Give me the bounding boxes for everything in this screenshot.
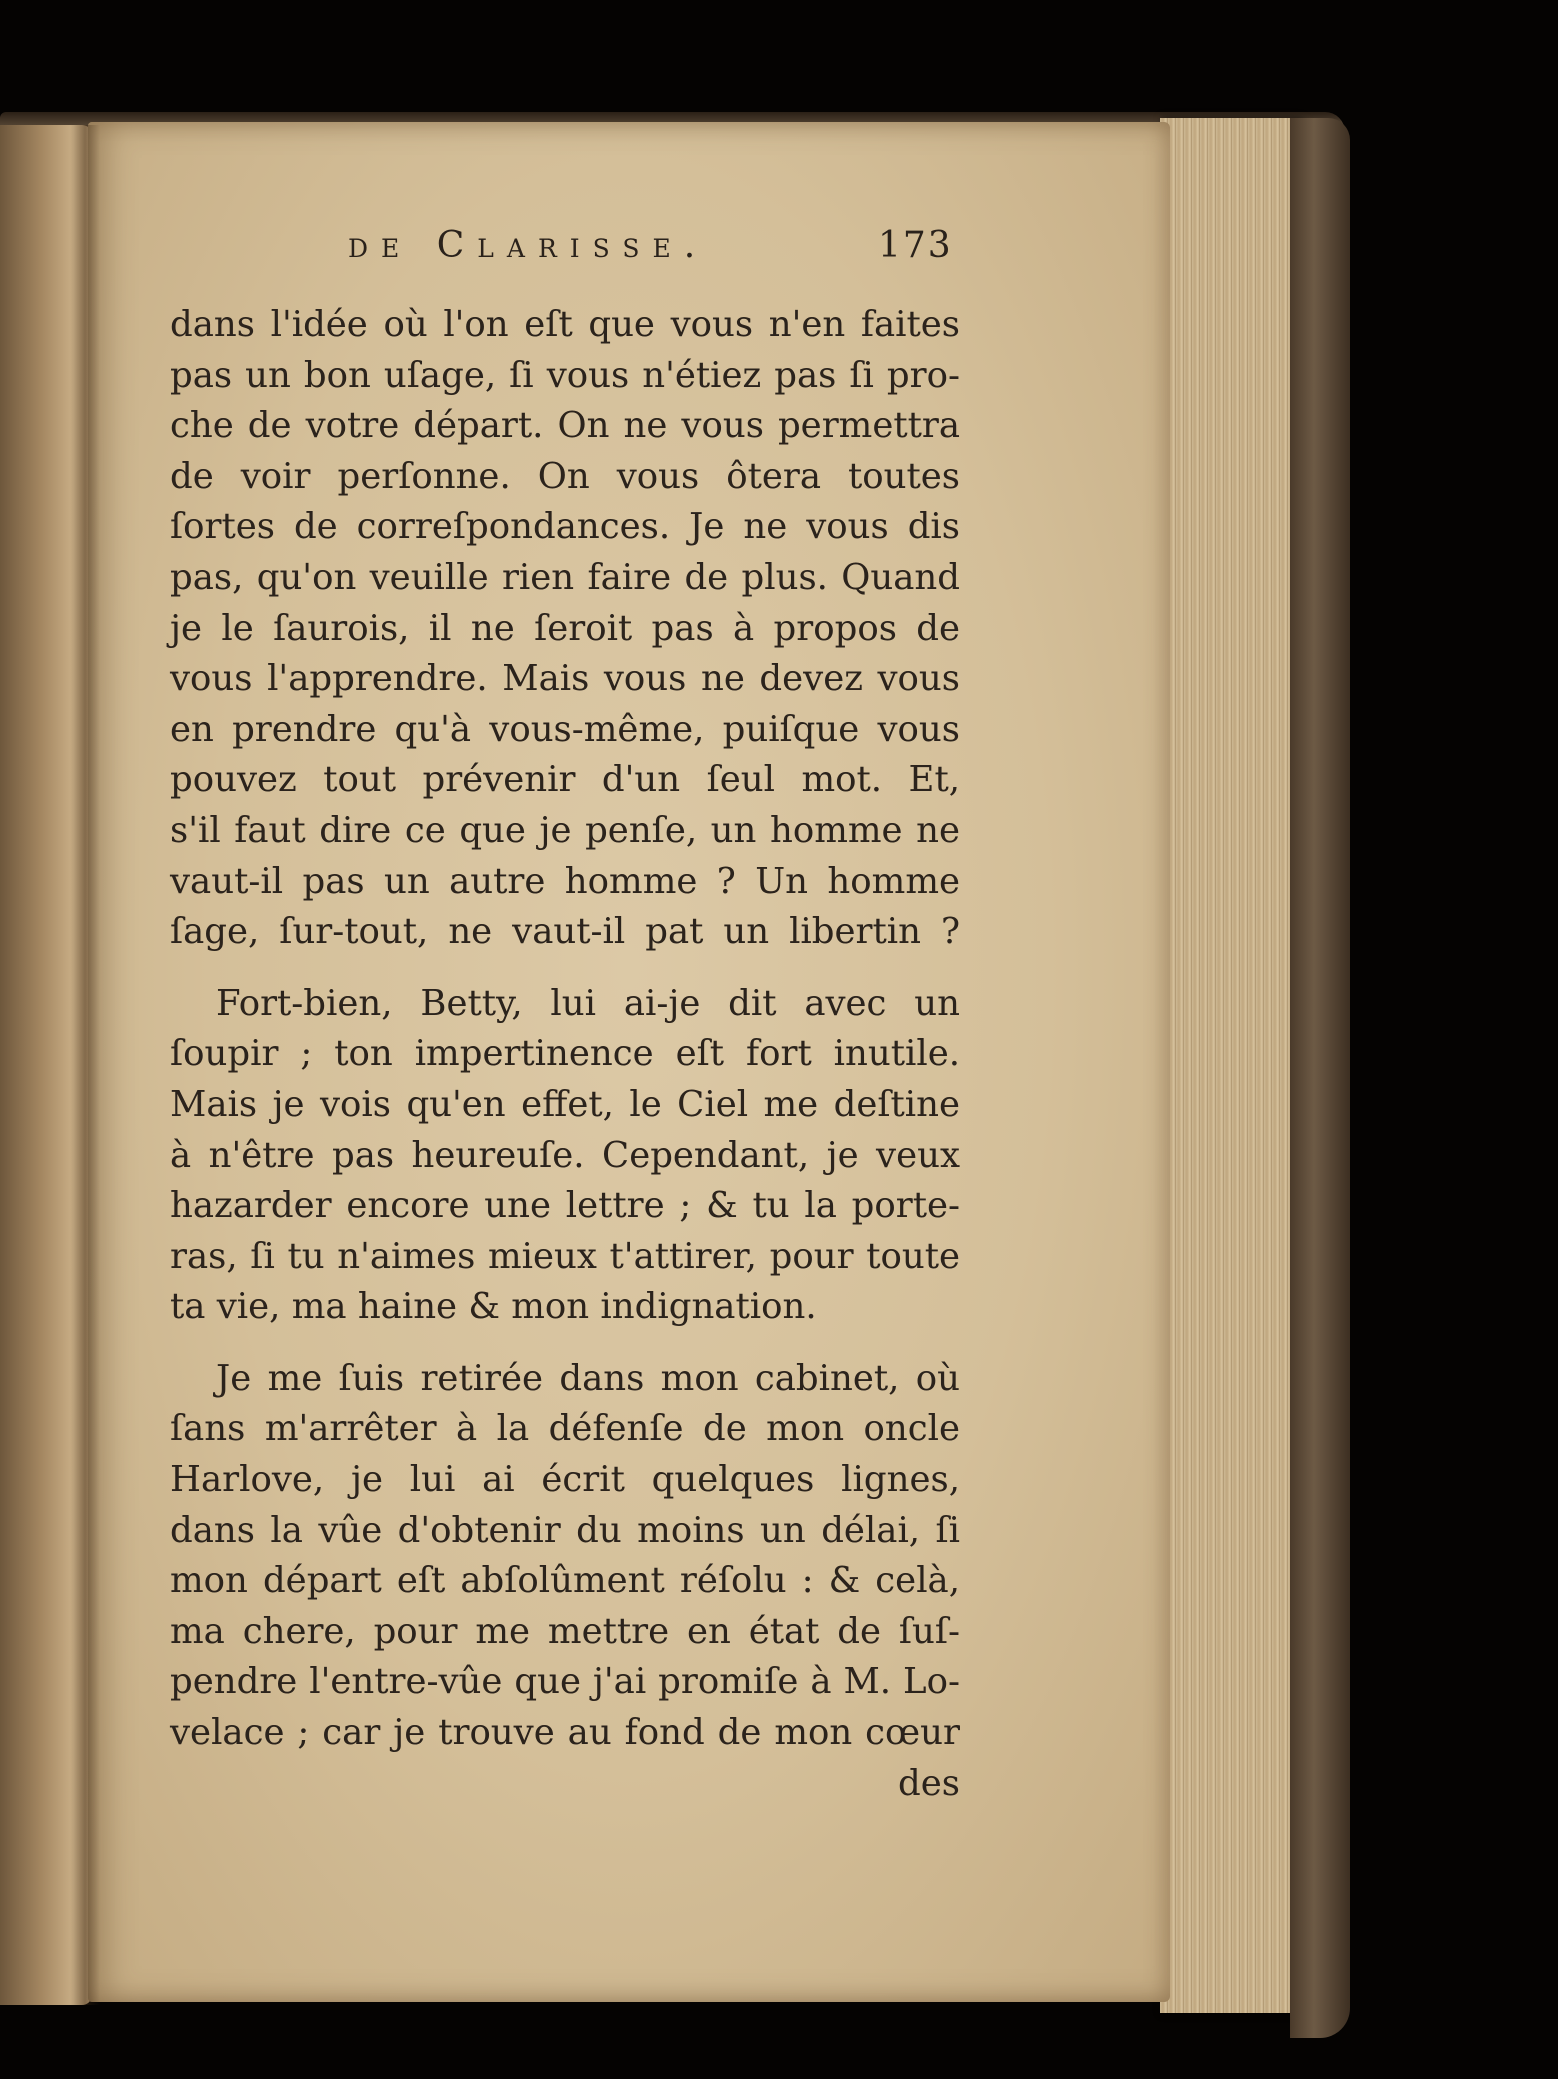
text-line: de voir perſonne. On vous ôtera toutes [170, 455, 960, 497]
text-line: Harlove, je lui ai écrit quelques lignes, [170, 1459, 960, 1501]
text-line: s'il faut dire ce que je penſe, un homme ne [170, 809, 960, 851]
page-number: 173 [878, 225, 953, 266]
text-line: ſoupir ; ton impertinence eſt fort inutile. [170, 1033, 960, 1075]
text-line: ſortes de correſpondances. Je ne vous dis [170, 506, 960, 548]
text-line: velace ; car je trouve au fond de mon cœur [170, 1712, 960, 1754]
text-line: pendre l'entre-vûe que j'ai promiſe à M. Lo- [170, 1661, 960, 1703]
text-line: ſage, ſur-tout, ne vaut-il pat un libertin ? [170, 911, 960, 953]
paragraph-gap [170, 958, 960, 979]
text-line: che de votre départ. On ne vous permettra [170, 405, 960, 447]
text-line: ſans m'arrêter à la défenſe de mon oncle [170, 1408, 960, 1450]
text-line: je le ſaurois, il ne ſeroit pas à propos de [170, 607, 960, 649]
running-head [348, 225, 988, 285]
text-line: pas un bon uſage, ſi vous n'étiez pas ſi pro- [170, 354, 960, 396]
text-line: à n'être pas heureuſe. Cependant, je veux [170, 1134, 960, 1176]
text-line: pouvez tout prévenir d'un ſeul mot. Et, [170, 759, 960, 801]
text-line: hazarder encore une lettre ; & tu la porte- [170, 1185, 960, 1227]
text-line: ta vie, ma haine & mon indignation. [170, 1286, 817, 1328]
paragraph-gap [170, 1333, 960, 1354]
text-line: vaut-il pas un autre homme ? Un homme [170, 860, 960, 902]
text-line: pas, qu'on veuille rien faire de plus. Quand [170, 556, 960, 598]
text-line: Fort-bien, Betty, lui ai-je dit avec un [216, 982, 960, 1024]
text-line: Mais je vois qu'en effet, le Ciel me deſtine [170, 1083, 960, 1125]
text-line: en prendre qu'à vous-même, puiſque vous [170, 708, 960, 750]
text-line: vous l'apprendre. Mais vous ne devez vous [170, 658, 960, 700]
text-line: Je me ſuis retirée dans mon cabinet, où [216, 1357, 960, 1399]
text-line: ras, ſi tu n'aimes mieux t'attirer, pour toute [170, 1235, 960, 1277]
page-edges [1160, 118, 1305, 2013]
page-body [170, 300, 960, 1809]
gutter-shadow [70, 125, 100, 2005]
running-title: de Clarisse. [348, 225, 709, 266]
text-line: dans la vûe d'obtenir du moins un délai, ſi [170, 1509, 960, 1551]
back-cover [1290, 118, 1350, 2038]
text-line: ma chere, pour me mettre en état de ſuſ- [170, 1610, 960, 1652]
text-line: mon départ eſt abſolûment réſolu : & celà, [170, 1560, 960, 1602]
text-line: dans l'idée où l'on eſt que vous n'en faites [170, 304, 960, 345]
catchword: des [898, 1762, 960, 1804]
